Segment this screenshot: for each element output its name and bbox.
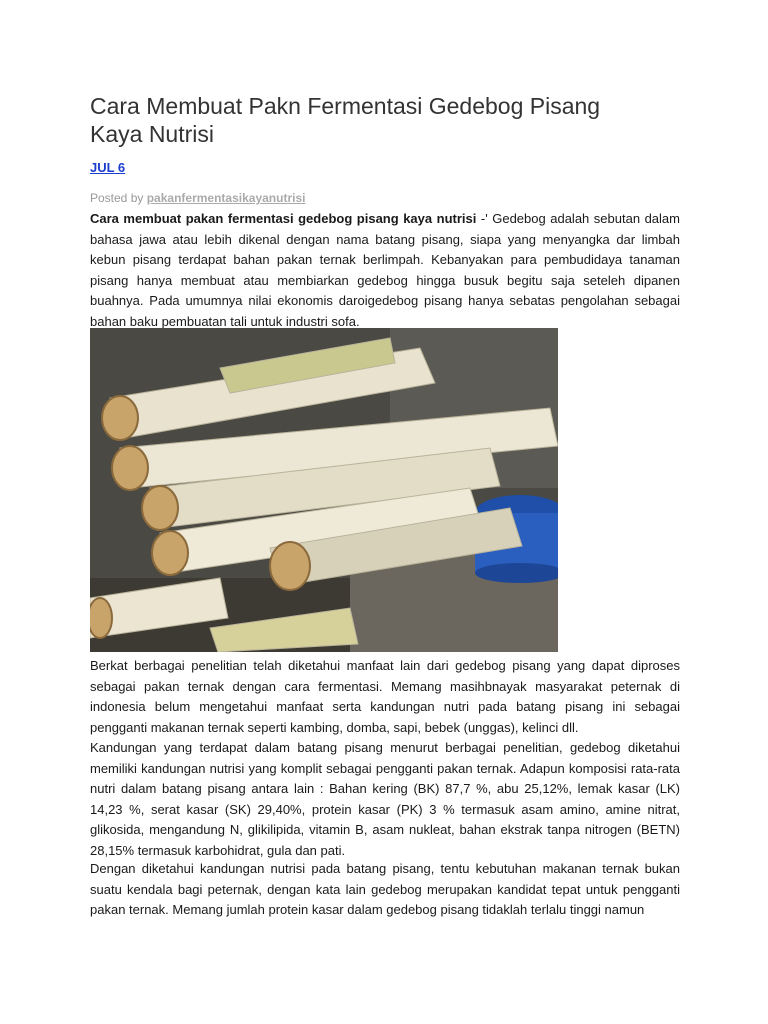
paragraph-benefits: Berkat berbagai penelitian telah diketahui manfaat lain dari gedebog pisang yang dapat diproses sebagai pakan ternak dengan cara fermentasi. Memang masihbnayak masyarakat peternak di indonesia belum mengetahui manfaat serta kandungan nutri pada batang pisang ini sebagai pengganti makanan ternak seperti kambing, domba, sapi, bebek (unggas), kelinci dll. xyxy=(90,658,680,735)
post-byline xyxy=(90,191,305,205)
paragraph-intro xyxy=(90,209,680,332)
post-date-link[interactable]: JUL 6 xyxy=(90,160,126,175)
paragraph-nutrition: Kandungan yang terdapat dalam batang pisang menurut berbagai penelitian, gedebog diketahui memiliki kandungan nutrisi yang komplit sebagai pengganti pakan ternak. Adapun komposisi rata-rata nutri dalam batang pisang antara lain : Bahan kering (BK) 87,7 %, abu 25,12%, lemak kasar (LK) 14,23 %, serat kasar (SK) 29,40%, protein kasar (PK) 3 % termasuk asam amino, amine nitrat, glikosida, mengandung N, glikilipida, vitamin B, asam nukleat, bahan ekstrak tanpa nitrogen (BETN) 28,15% termasuk karbohidrat, gula dan pati. xyxy=(90,740,680,858)
intro-lead: Cara membuat pakan fermentasi gedebog pisang kaya nutrisi xyxy=(90,211,477,226)
paragraph-conclusion: Dengan diketahui kandungan nutrisi pada batang pisang, tentu kebutuhan makanan ternak bukan suatu kendala bagi peternak, dengan kata lain gedebog merupakan kandidat tepat untuk pengganti pakan ternak. Memang jumlah protein kasar dalam gedebog pisang tidaklah terlalu tinggi namun xyxy=(90,861,680,917)
banana-stem-illustration xyxy=(90,328,558,652)
author-link[interactable]: pakanfermentasikayanutrisi xyxy=(146,191,306,205)
posted-by-label: Posted by xyxy=(90,191,144,205)
intro-rest: -' Gedebog adalah sebutan dalam bahasa jawa atau lebih dikenal dengan nama batang pisang, siapa yang menyangka dar limbah kebun pisang terdapat bahan pakan ternak berlimpah. Kebanyakan para pembudidaya tanaman pisang hanya membuat atau membiarkan gedebog hingga busuk begitu saja seteleh dipanen buahnya. Pada umumnya nilai ekonomis daroigedebog pisang hanya sebatas pengolahan sebagai bahan baku pembuatan tali untuk industri sofa. xyxy=(90,211,680,329)
article-title: Cara Membuat Pakn Fermentasi Gedebog Pisang Kaya Nutrisi xyxy=(90,93,601,147)
banana-stem-photo xyxy=(90,328,558,652)
